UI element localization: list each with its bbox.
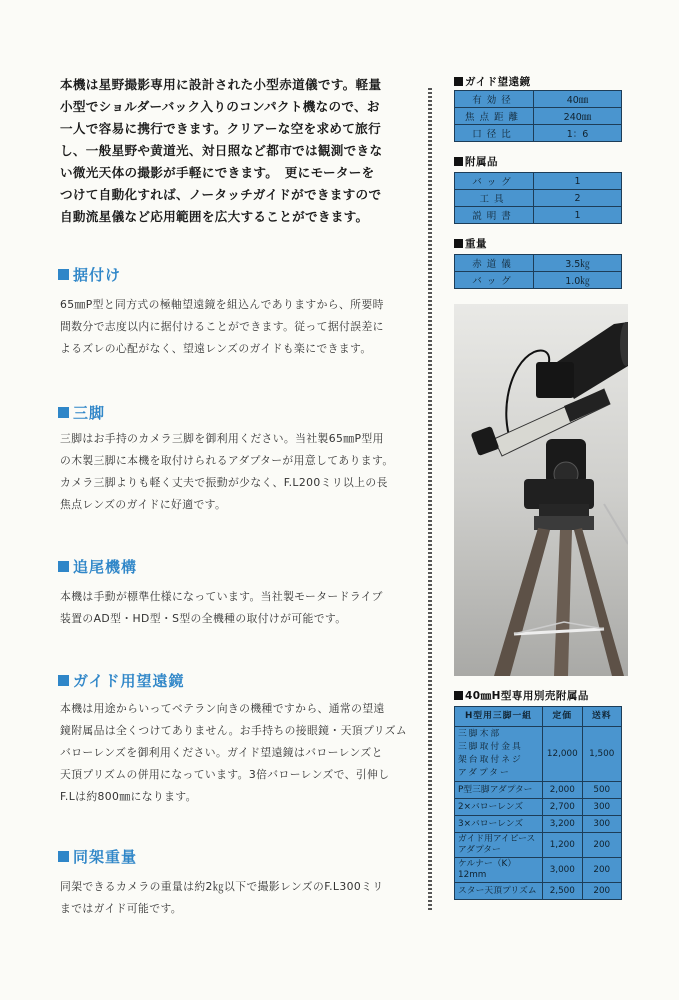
section-heading-load [58, 846, 137, 867]
section-title: 据付け [73, 266, 122, 284]
body-line: 鏡附属品は全くつけてありません。お手持ちの接眼鏡・天頂プリズム [60, 724, 408, 737]
section-title: 三脚 [73, 404, 106, 422]
weight-heading [454, 236, 487, 251]
spec-value: 40㎜ [534, 91, 622, 108]
table-row [455, 190, 622, 207]
table-row [455, 782, 622, 799]
table-row [455, 833, 622, 858]
spec-key: バッグ [455, 272, 534, 289]
body-line: 三脚はお手持のカメラ三脚を御利用ください。当社製65㎜P型用 [60, 432, 384, 445]
body-line: 本機は手動が標準仕様になっています。当社製モータードライブ [60, 590, 383, 603]
weight-table [454, 254, 622, 289]
spec-key: バッグ [455, 173, 534, 190]
table-row [455, 799, 622, 816]
heading-text: ガイド望遠鏡 [465, 76, 531, 88]
heading-square-icon [454, 691, 463, 700]
column-header: H型用三脚一組 [455, 707, 543, 727]
body-line: 本機は用途からいってベテラン向きの機種ですから、通常の望遠 [60, 702, 385, 715]
table-row [455, 173, 622, 190]
item-shipping: 200 [582, 883, 621, 900]
body-line: 同架できるカメラの重量は約2㎏以下で撮影レンズのF.L300ミリ [60, 880, 384, 893]
item-shipping: 200 [582, 858, 621, 883]
column-divider [428, 88, 432, 910]
item-price: 1,200 [543, 833, 582, 858]
spec-value: 1：6 [534, 125, 622, 142]
intro-paragraph [60, 74, 420, 228]
spec-value: 1.0㎏ [534, 272, 622, 289]
section-body-tripod [60, 428, 418, 516]
table-row [455, 858, 622, 883]
body-line: まではガイド可能です。 [60, 902, 182, 915]
equatorial-mount-photo [454, 304, 628, 676]
section-heading-tripod [58, 402, 105, 423]
intro-line: つけて自動化すれば、ノータッチガイドができますので [60, 187, 382, 202]
accessories-table [454, 172, 622, 224]
intro-line: 自動流星儀など応用範囲を広大することができます。 [60, 209, 369, 224]
intro-line: い微光天体の撮影が手軽にできます。 更にモーターを [60, 165, 375, 180]
table-row [455, 207, 622, 224]
item-name: 2×バローレンズ [455, 799, 543, 816]
intro-line: 一人で容易に携行できます。クリアーな空を求めて旅行 [60, 121, 381, 136]
section-title: ガイド用望遠鏡 [73, 672, 185, 690]
optional-accessories-table [454, 706, 622, 900]
item-price: 2,700 [543, 799, 582, 816]
spec-key: 赤道儀 [455, 255, 534, 272]
spec-key: 焦点距離 [455, 108, 534, 125]
body-line: F.Lは約800㎜になります。 [60, 790, 197, 803]
section-body-guide-scope [60, 698, 418, 808]
body-line: よるズレの心配がなく、望遠レンズのガイドも楽にできます。 [60, 342, 372, 355]
item-shipping: 1,500 [582, 727, 621, 782]
heading-square-icon [58, 675, 69, 686]
body-line: 天頂プリズムの併用になっています。3倍バローレンズで、引伸し [60, 768, 390, 781]
item-name: P型三脚アダプター [455, 782, 543, 799]
heading-square-icon [454, 157, 463, 166]
section-title: 追尾機構 [73, 558, 138, 576]
item-price: 12,000 [543, 727, 582, 782]
spec-key: 有効径 [455, 91, 534, 108]
body-line: バローレンズを御利用ください。ガイド望遠鏡はバローレンズと [60, 746, 383, 759]
spec-value: 3.5㎏ [534, 255, 622, 272]
body-line: 焦点レンズのガイドに好適です。 [60, 498, 227, 511]
optional-accessories-heading [454, 688, 589, 703]
item-price: 2,000 [543, 782, 582, 799]
section-title: 同架重量 [73, 848, 138, 866]
item-shipping: 200 [582, 833, 621, 858]
item-name: 三脚木部 三脚取付金具 架台取付ネジ アダプター [455, 727, 543, 782]
guide-scope-table [454, 90, 622, 142]
section-heading-guide-scope [58, 670, 185, 691]
column-header: 定価 [543, 707, 582, 727]
section-heading-installation [58, 264, 121, 285]
spec-value: 240㎜ [534, 108, 622, 125]
item-price: 3,200 [543, 816, 582, 833]
heading-square-icon [58, 407, 69, 418]
table-row [455, 727, 622, 782]
heading-square-icon [454, 77, 463, 86]
spec-key: 口径比 [455, 125, 534, 142]
table-row [455, 816, 622, 833]
table-row [455, 272, 622, 289]
table-row [455, 108, 622, 125]
body-line: の木製三脚に本機を取付けられるアダプターが用意してあります。 [60, 454, 394, 467]
section-heading-tracking [58, 556, 137, 577]
section-body-installation [60, 294, 418, 360]
item-shipping: 300 [582, 799, 621, 816]
heading-square-icon [454, 239, 463, 248]
intro-line: し、一般星野や黄道光、対日照など都市では観測できな [60, 143, 383, 158]
body-line: カメラ三脚よりも軽く丈夫で振動が少なく、F.L200ミリ以上の長 [60, 476, 388, 489]
guide-scope-heading [454, 74, 531, 89]
spec-value: 1 [534, 207, 622, 224]
section-body-load [60, 876, 418, 920]
column-header: 送料 [582, 707, 621, 727]
body-line: 装置のAD型・HD型・S型の全機種の取付けが可能です。 [60, 612, 347, 625]
spec-key: 工具 [455, 190, 534, 207]
item-price: 2,500 [543, 883, 582, 900]
heading-square-icon [58, 269, 69, 280]
table-row [455, 91, 622, 108]
accessories-heading [454, 154, 498, 169]
heading-square-icon [58, 851, 69, 862]
body-line: 間数分で志度以内に据付けることができます。従って据付誤差に [60, 320, 384, 333]
table-row [455, 883, 622, 900]
item-name: 3×バローレンズ [455, 816, 543, 833]
intro-line: 小型でショルダーバック入りのコンパクト機なので、お [60, 99, 380, 114]
heading-text: 附属品 [465, 156, 498, 168]
item-price: 3,000 [543, 858, 582, 883]
telescope-illustration [454, 304, 628, 676]
table-row [455, 255, 622, 272]
section-body-tracking [60, 586, 418, 630]
spec-key: 説明書 [455, 207, 534, 224]
item-shipping: 300 [582, 816, 621, 833]
heading-text: 40㎜H型専用別売附属品 [465, 690, 589, 702]
table-header-row [455, 707, 622, 727]
item-name: ガイド用アイピース アダプター [455, 833, 543, 858]
intro-line: 本機は星野撮影専用に設計された小型赤道儀です。軽量 [60, 77, 382, 92]
item-name: ケルナー（K）12mm [455, 858, 543, 883]
heading-text: 重量 [465, 238, 487, 250]
item-shipping: 500 [582, 782, 621, 799]
spec-value: 1 [534, 173, 622, 190]
heading-square-icon [58, 561, 69, 572]
body-line: 65㎜P型と同方式の極軸望遠鏡を組込んでありますから、所要時 [60, 298, 384, 311]
spec-value: 2 [534, 190, 622, 207]
table-row [455, 125, 622, 142]
item-name: スター天頂プリズム [455, 883, 543, 900]
